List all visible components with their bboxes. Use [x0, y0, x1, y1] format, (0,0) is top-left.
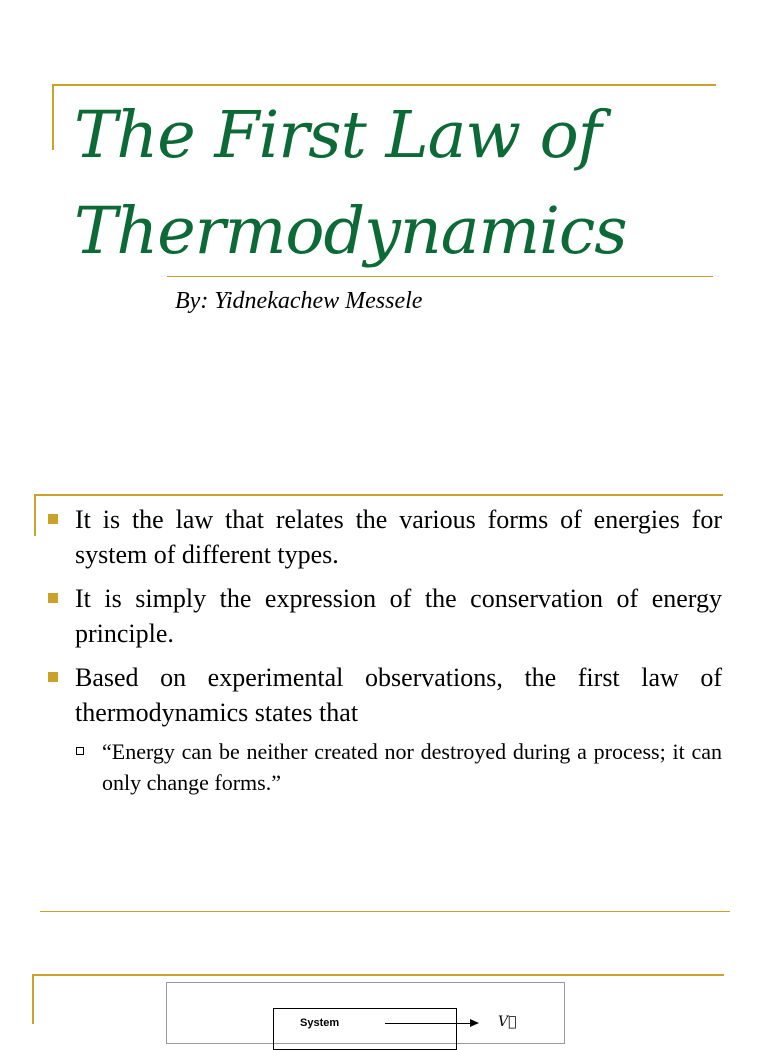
- slide-title-line-1: The First Law of: [74, 98, 601, 173]
- sub-bullet-item: [75, 736, 722, 798]
- square-bullet-icon: [48, 514, 58, 524]
- bullet-item: [48, 581, 722, 651]
- slide-title: [74, 88, 627, 280]
- bullet-item: [48, 660, 722, 798]
- slide1-title-underline: [167, 276, 713, 277]
- slide1-frame-left-line: [52, 84, 54, 150]
- square-bullet-icon: [48, 672, 58, 682]
- slide3-frame-top-line: [32, 974, 724, 976]
- square-bullet-icon: [48, 593, 58, 603]
- bullet-text: It is simply the expression of the conservation of energy principle.: [75, 584, 722, 648]
- bullet-list: [48, 502, 722, 807]
- bullet-text: Based on experimental observations, the first law of thermodynamics states that: [75, 663, 722, 727]
- velocity-vector-label: V⃗: [498, 1014, 517, 1030]
- sub-bullet-text: “Energy can be neither created nor destroyed during a process; it can only change forms.”: [102, 739, 722, 795]
- system-box: [273, 1008, 457, 1050]
- slide2-frame-left-line: [34, 494, 36, 536]
- slide3-frame-left-line: [32, 974, 34, 1024]
- system-diagram: [166, 982, 565, 1044]
- arrow-right-icon: [470, 1019, 479, 1027]
- author-byline: By: Yidnekachew Messele: [175, 288, 423, 314]
- slide-title-line-2: Thermodynamics: [74, 194, 627, 269]
- bullet-item: [48, 502, 722, 572]
- slide1-frame-top-line: [52, 84, 716, 86]
- bullet-text: It is the law that relates the various forms of energies for system of different types.: [75, 505, 722, 569]
- hollow-square-bullet-icon: [76, 747, 84, 755]
- system-label: System: [300, 1017, 340, 1029]
- slide2-bottom-line: [40, 911, 730, 912]
- slide2-frame-top-line: [34, 494, 723, 496]
- sub-bullet-list: [75, 736, 722, 798]
